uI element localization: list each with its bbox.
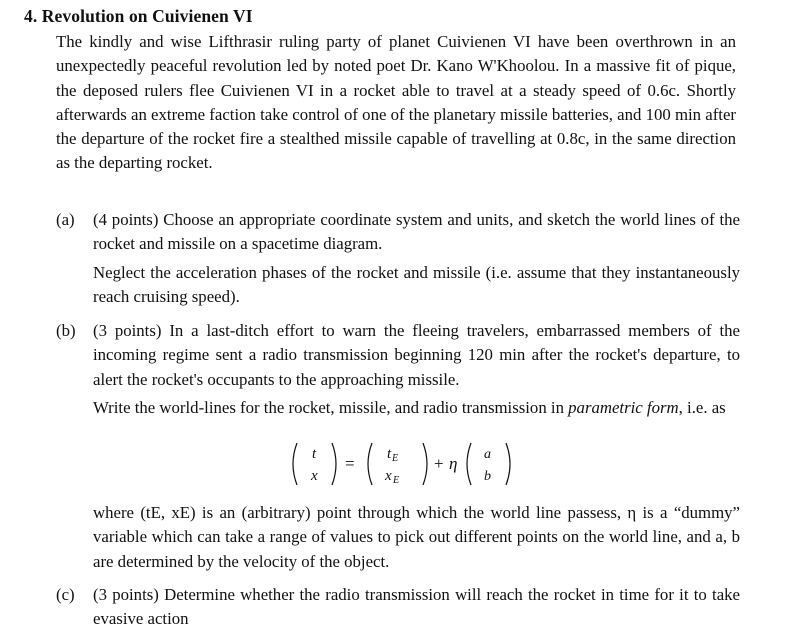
mid-left-paren	[368, 443, 372, 485]
lhs-right-paren	[332, 443, 336, 485]
lhs-x: x	[311, 468, 318, 484]
part-b-continued	[56, 501, 740, 574]
eta-symbol: η	[449, 454, 458, 473]
mid-t-subscript: E	[392, 453, 399, 464]
part-b-instruction	[93, 396, 740, 420]
parametric-form-emphasis: parametric form	[568, 397, 679, 417]
part-c-label: (c)	[56, 585, 75, 604]
part-b-text: (3 points) In a last-ditch effort to warn the fleeing travelers, embarrassed members of the incoming regime sent a radio transmission beginning 120 min after the rocket's departure, to alert the rocket's occupants to the approaching missile.	[93, 321, 740, 389]
part-b	[56, 319, 740, 420]
part-b-instruction-pre: Write the world-lines for the rocket, missile, and radio transmission in	[93, 397, 569, 417]
plus-sign: +	[434, 454, 444, 473]
lhs-left-paren	[293, 443, 297, 485]
mid-t: t	[387, 446, 392, 462]
part-c	[56, 583, 740, 632]
rhs-right-paren	[506, 443, 510, 485]
part-b-instruction-post: , i.e. as	[678, 397, 726, 417]
problem-intro: The kindly and wise Lifthrasir ruling party of planet Cuivienen VI have been overthrown in an unexpectedly peaceful revolution led by noted poet Dr. Kano W'Khoolou. In a massive fit of pique, the deposed rulers flee Cuivienen VI in a rocket able to travel at a steady speed of 0.6c. Shortly afterwards an extreme faction take control of one of the planetary missile batteries, and 100 min after the departure of the rocket fire a stealthed missile capable of travelling at 0.8c, in the same direction as the departing rocket.	[56, 32, 736, 173]
lhs-t: t	[312, 446, 317, 462]
part-c-text: (3 points) Determine whether the radio transmission will reach the rocket in time for it to take evasive action	[93, 585, 740, 629]
parametric-equation	[286, 436, 556, 492]
part-c-body	[93, 583, 740, 632]
part-a-note: Neglect the acceleration phases of the rocket and missile (i.e. assume that they instantaneously reach cruising speed).	[93, 262, 740, 306]
part-b-definition: where (tE, xE) is an (arbitrary) point through which the world line passess, η is a “dummy” variable which can take a range of values to pick out different points on the world line, and a, b are determined by the velocity of the object.	[93, 503, 740, 571]
problem-title: 4. Revolution on Cuivienen VI	[24, 6, 253, 26]
part-a-text: (4 points) Choose an appropriate coordinate system and units, and sketch the world lines of the rocket and missile on a spacetime diagram.	[93, 210, 740, 254]
part-b-label: (b)	[56, 321, 76, 340]
equals-sign: =	[345, 454, 355, 473]
rhs-left-paren	[467, 443, 471, 485]
mid-x-subscript: E	[393, 475, 400, 486]
part-a	[56, 208, 740, 309]
parametric-equation-svg	[286, 436, 556, 492]
rhs-a: a	[484, 447, 491, 462]
part-a-label: (a)	[56, 210, 75, 229]
mid-x: x	[385, 468, 392, 484]
part-b-body	[93, 319, 740, 420]
mid-right-paren	[423, 443, 427, 485]
part-a-body	[93, 208, 740, 309]
rhs-b: b	[484, 469, 491, 484]
